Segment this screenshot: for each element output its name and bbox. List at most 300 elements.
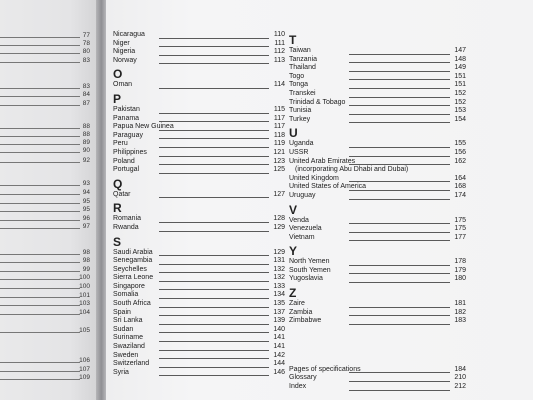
leader-line	[349, 381, 450, 382]
entry-name: Qatar	[113, 190, 131, 198]
contents-entry	[289, 366, 466, 375]
contents-column-2	[289, 31, 466, 392]
entry-page-number: 174	[454, 191, 466, 199]
leader-line	[0, 53, 80, 54]
contents-entry	[113, 115, 285, 124]
entry-name: Trinidad & Tobago	[289, 98, 346, 106]
contents-entry	[113, 40, 285, 49]
contents-entry	[289, 47, 466, 56]
entry-name: Papua New Guinea	[113, 123, 174, 131]
page-number: 98	[82, 257, 90, 264]
entry-name: Sri Lanka	[113, 317, 143, 325]
leader-line	[159, 358, 269, 359]
entry-name: Turkey	[289, 115, 311, 123]
leader-line	[159, 222, 269, 223]
entry-name: Seychelles	[113, 265, 147, 273]
left-page-row	[0, 325, 92, 335]
entry-name: Somalia	[113, 291, 139, 299]
entry-name: Zambia	[289, 308, 313, 316]
leader-line	[0, 305, 80, 306]
left-page-row	[0, 155, 92, 165]
contents-entry	[113, 369, 285, 378]
leader-line	[0, 105, 80, 106]
contents-entry	[289, 217, 466, 226]
contents-entry	[113, 166, 285, 175]
section-letter: S	[113, 234, 122, 249]
page-number: 88	[82, 131, 90, 138]
section-letter: Y	[289, 244, 298, 259]
entry-subtitle-text: (incorporating Abu Dhabi and Dubai)	[295, 166, 409, 174]
entry-name: Nigeria	[113, 48, 136, 56]
contents-entry	[289, 309, 466, 318]
entry-name: Tonga	[289, 81, 309, 89]
entry-name: Transkei	[289, 89, 316, 97]
leader-line	[349, 181, 450, 182]
leader-line	[159, 272, 269, 273]
left-page	[0, 0, 100, 400]
entry-page-number: 151	[454, 72, 466, 80]
contents-entry	[113, 326, 285, 335]
entry-name: United Arab Emirates	[289, 157, 356, 165]
contents-entry	[113, 140, 285, 149]
contents-entry	[289, 234, 466, 243]
entry-page-number: 151	[454, 81, 466, 89]
leader-line	[159, 324, 269, 325]
entry-name: North Yemen	[289, 258, 330, 266]
leader-line	[159, 38, 269, 39]
entry-name: Syria	[113, 368, 129, 376]
page-number: 98	[82, 249, 90, 256]
spacer	[289, 346, 466, 356]
entry-page-number: 164	[454, 174, 466, 182]
entry-name: Tanzania	[289, 55, 318, 63]
leader-line	[159, 164, 269, 165]
page-number: 77	[82, 32, 90, 39]
entry-name: Taiwan	[289, 47, 311, 54]
contents-entry	[289, 175, 466, 184]
entry-page-number: 140	[273, 325, 285, 333]
page-number: 100	[79, 283, 90, 290]
leader-line	[349, 315, 450, 316]
entry-page-number: 113	[273, 56, 285, 64]
contents-entry	[289, 383, 466, 392]
contents-entry	[289, 300, 466, 309]
entry-name: Pages of specifications	[289, 365, 361, 373]
entry-page-number: 175	[454, 225, 466, 233]
entry-page-number: 135	[273, 300, 285, 308]
entry-page-number: 133	[273, 282, 285, 290]
leader-line	[159, 46, 269, 47]
contents-entry	[289, 183, 466, 192]
entry-name: Senegambia	[113, 257, 153, 265]
page-number: 78	[82, 40, 90, 47]
page-number: 87	[82, 100, 90, 107]
entry-name: Sierra Leone	[113, 274, 154, 282]
leader-line	[159, 367, 269, 368]
entry-name: United States of America	[289, 183, 367, 191]
page-number: 95	[82, 198, 90, 205]
contents-entry	[113, 334, 285, 343]
contents-entry	[113, 31, 285, 40]
leader-line	[159, 130, 269, 131]
entry-name: USSR	[289, 148, 309, 156]
entry-page-number: 117	[273, 123, 285, 131]
entry-page-number: 131	[273, 257, 285, 265]
leader-line	[159, 264, 269, 265]
section-letter: P	[113, 91, 122, 106]
contents-entry	[113, 191, 285, 200]
leader-line	[0, 262, 80, 263]
contents-entry	[113, 317, 285, 326]
contents-entry	[113, 249, 285, 258]
entry-page-number: 128	[273, 215, 285, 223]
page-number: 96	[82, 215, 90, 222]
entry-page-number: 132	[273, 265, 285, 273]
entry-page-number: 119	[273, 140, 285, 148]
contents-entry	[113, 266, 285, 275]
leader-line	[0, 379, 80, 380]
right-page	[106, 0, 533, 400]
entry-page-number: 142	[273, 351, 285, 359]
contents-entry	[113, 291, 285, 300]
leader-line	[349, 62, 450, 63]
contents-entry	[113, 300, 285, 309]
leader-line	[349, 88, 450, 89]
entry-name: Zaire	[289, 300, 305, 308]
entry-page-number: 129	[273, 223, 285, 231]
entry-page-number: 112	[273, 48, 285, 56]
section-letter: U	[289, 126, 298, 141]
contents-entry	[289, 107, 466, 116]
entry-name: Oman	[113, 81, 133, 89]
leader-line	[349, 54, 450, 55]
leader-line	[0, 96, 80, 97]
leader-line	[349, 324, 450, 325]
leader-line	[159, 138, 269, 139]
entry-page-number: 117	[273, 114, 285, 122]
leader-line	[0, 211, 80, 212]
contents-entry	[113, 343, 285, 352]
contents-entry	[289, 258, 466, 267]
page-number: 106	[79, 357, 90, 364]
page-number: 97	[82, 223, 90, 230]
leader-line	[349, 273, 450, 274]
entry-name: Spain	[113, 308, 131, 316]
leader-line	[0, 185, 80, 186]
left-page-row	[0, 145, 92, 155]
entry-page-number: 121	[273, 148, 285, 156]
entry-page-number: 179	[454, 266, 466, 274]
leader-line	[349, 232, 450, 233]
leader-line	[159, 289, 269, 290]
leader-line	[349, 240, 450, 241]
entry-page-number: 181	[454, 300, 466, 308]
page-number: 109	[79, 374, 90, 381]
entry-page-number: 183	[454, 317, 466, 325]
contents-entry	[113, 215, 285, 224]
section-letter: T	[289, 33, 297, 47]
entry-name: Peru	[113, 140, 128, 148]
section-letter: V	[289, 202, 298, 217]
entry-page-number: 154	[454, 115, 466, 123]
contents-entry	[289, 56, 466, 65]
leader-line	[159, 55, 269, 56]
contents-entry	[289, 81, 466, 90]
entry-page-number: 210	[454, 374, 466, 382]
entry-name: Philippines	[113, 148, 147, 156]
entry-page-number: 153	[454, 107, 466, 115]
leader-line	[349, 71, 450, 72]
leader-line	[159, 298, 269, 299]
entry-page-number: 110	[273, 31, 285, 38]
page-number: 83	[82, 57, 90, 64]
contents-entry	[289, 140, 466, 149]
entry-name: Sudan	[113, 325, 134, 333]
entry-page-number: 178	[454, 258, 466, 266]
leader-line	[0, 332, 80, 333]
leader-line	[159, 315, 269, 316]
contents-entry	[289, 116, 466, 125]
entry-name: Paraguay	[113, 131, 143, 139]
page-number: 89	[82, 139, 90, 146]
leader-line	[349, 122, 450, 123]
leader-line	[349, 223, 450, 224]
leader-line	[349, 265, 450, 266]
contents-column-1	[113, 31, 285, 377]
contents-entry	[113, 309, 285, 318]
entry-name: South Yemen	[289, 266, 331, 274]
entry-page-number: 156	[454, 148, 466, 156]
leader-line	[349, 114, 450, 115]
contents-entry	[289, 158, 466, 167]
entry-name: Norway	[113, 56, 137, 64]
contents-entry	[113, 106, 285, 115]
left-page-row	[0, 221, 92, 231]
page-number: 93	[82, 180, 90, 187]
leader-line	[159, 63, 269, 64]
entry-page-number: 182	[454, 308, 466, 316]
page-number: 103	[79, 300, 90, 307]
entry-page-number: 129	[273, 248, 285, 256]
entry-name: Switzerland	[113, 360, 150, 368]
leader-line	[349, 199, 450, 200]
spacer	[289, 326, 466, 336]
entry-name: Venda	[289, 216, 309, 224]
leader-line	[0, 162, 80, 163]
contents-entry	[289, 90, 466, 99]
contents-entry	[113, 257, 285, 266]
entry-name: Uruguay	[289, 191, 316, 199]
entry-page-number: 123	[273, 157, 285, 165]
contents-entry	[113, 224, 285, 233]
section-letter: Z	[289, 286, 297, 301]
leader-line	[159, 156, 269, 157]
entry-name: South Africa	[113, 300, 151, 308]
contents-entry	[289, 192, 466, 201]
contents-entry	[289, 149, 466, 158]
page-number: 101	[79, 292, 90, 299]
left-page-row	[0, 307, 92, 317]
leader-line	[159, 197, 269, 198]
leader-line	[349, 390, 450, 391]
entry-name: Niger	[113, 39, 130, 47]
entry-page-number: 148	[454, 55, 466, 63]
entry-name: Glossary	[289, 374, 317, 382]
leader-line	[159, 88, 269, 89]
entry-name: United Kingdom	[289, 174, 339, 182]
leader-line	[159, 281, 269, 282]
contents-entry	[113, 360, 285, 369]
entry-name: Sweden	[113, 351, 139, 359]
leader-line	[0, 194, 80, 195]
page-number: 107	[79, 366, 90, 373]
entry-name: Vietnam	[289, 233, 315, 241]
entry-name: Zimbabwe	[289, 317, 322, 325]
entry-page-number: 175	[454, 216, 466, 224]
leader-line	[349, 164, 450, 165]
page-number: 80	[82, 48, 90, 55]
leader-line	[349, 97, 450, 98]
entry-name: Yugoslavia	[289, 275, 323, 283]
contents-entry	[289, 225, 466, 234]
contents-entry	[113, 123, 285, 132]
entry-page-number: 146	[273, 368, 285, 376]
entry-subtitle	[289, 166, 466, 175]
left-page-row	[0, 98, 92, 108]
leader-line	[159, 255, 269, 256]
leader-line	[349, 307, 450, 308]
leader-line	[159, 113, 269, 114]
page-number: 95	[82, 206, 90, 213]
entry-page-number: 134	[273, 291, 285, 299]
entry-page-number: 168	[454, 183, 466, 191]
leader-line	[159, 231, 269, 232]
section-letter: R	[113, 201, 122, 216]
leader-line	[0, 362, 80, 363]
page-number: 92	[82, 157, 90, 164]
leader-line	[349, 147, 450, 148]
page-number: 90	[82, 147, 90, 154]
leader-line	[159, 375, 269, 376]
page-number: 99	[82, 266, 90, 273]
entry-page-number: 155	[454, 140, 466, 148]
section-letter: O	[113, 67, 123, 82]
entry-name: Singapore	[113, 282, 145, 290]
left-page-row	[0, 372, 92, 382]
leader-line	[0, 228, 80, 229]
entry-name: Pakistan	[113, 105, 140, 113]
entry-page-number: 118	[273, 131, 285, 139]
contents-entry	[113, 158, 285, 167]
leader-line	[0, 62, 80, 63]
leader-line	[159, 341, 269, 342]
spacer	[289, 336, 466, 346]
contents-entry	[289, 99, 466, 108]
entry-page-number: 127	[273, 190, 285, 198]
spacer	[289, 356, 466, 366]
entry-page-number: 141	[273, 343, 285, 351]
entry-page-number: 180	[454, 275, 466, 283]
page-number: 105	[79, 327, 90, 334]
leader-line	[0, 152, 80, 153]
contents-entry	[113, 283, 285, 292]
entry-name: Panama	[113, 114, 140, 122]
leader-line	[159, 332, 269, 333]
entry-page-number: 149	[454, 64, 466, 72]
entry-name: Romania	[113, 215, 142, 223]
contents-entry	[289, 73, 466, 82]
entry-name: Nicaragua	[113, 31, 145, 38]
section-letter: Q	[113, 176, 123, 191]
entry-page-number: 177	[454, 233, 466, 241]
leader-line	[159, 173, 269, 174]
leader-line	[159, 121, 269, 122]
page-number: 83	[82, 83, 90, 90]
entry-page-number: 137	[273, 308, 285, 316]
entry-name: Suriname	[113, 334, 143, 342]
entry-name: Saudi Arabia	[113, 248, 153, 256]
entry-name: Portugal	[113, 166, 140, 174]
leader-line	[349, 156, 450, 157]
entry-name: Uganda	[289, 140, 314, 148]
page-number: 100	[79, 274, 90, 281]
left-page-row	[0, 55, 92, 65]
entry-name: Venezuela	[289, 225, 322, 233]
contents-entry	[113, 132, 285, 141]
leader-line	[159, 147, 269, 148]
contents-entry	[113, 48, 285, 57]
page-number: 84	[82, 91, 90, 98]
entry-page-number: 162	[454, 157, 466, 165]
entry-page-number: 114	[273, 81, 285, 89]
leader-line	[0, 314, 80, 315]
contents-entry	[113, 352, 285, 361]
contents-entry	[113, 274, 285, 283]
contents-entry	[289, 275, 466, 284]
entry-page-number: 152	[454, 89, 466, 97]
entry-page-number: 144	[273, 360, 285, 368]
entry-name: Poland	[113, 157, 135, 165]
entry-page-number: 184	[454, 365, 466, 373]
entry-page-number: 152	[454, 98, 466, 106]
entry-page-number: 147	[454, 47, 466, 54]
contents-entry	[289, 374, 466, 383]
contents-entry	[113, 149, 285, 158]
contents-entry	[289, 267, 466, 276]
leader-line	[349, 105, 450, 106]
page-number: 94	[82, 189, 90, 196]
entry-name: Tunisia	[289, 107, 312, 115]
contents-entry	[113, 57, 285, 66]
entry-page-number: 111	[274, 39, 285, 47]
entry-name: Swaziland	[113, 343, 145, 351]
page-number: 104	[79, 309, 90, 316]
leader-line	[159, 307, 269, 308]
entry-page-number: 139	[273, 317, 285, 325]
entry-page-number: 132	[273, 274, 285, 282]
page-number: 88	[82, 123, 90, 130]
leader-line	[349, 190, 450, 191]
leader-line	[349, 282, 450, 283]
leader-line	[0, 279, 80, 280]
entry-page-number: 115	[273, 105, 285, 113]
leader-line	[349, 79, 450, 80]
contents-entry	[113, 81, 285, 90]
entry-name: Thailand	[289, 64, 316, 72]
leader-line	[349, 372, 450, 373]
entry-page-number: 212	[454, 383, 466, 391]
entry-page-number: 125	[273, 166, 285, 174]
